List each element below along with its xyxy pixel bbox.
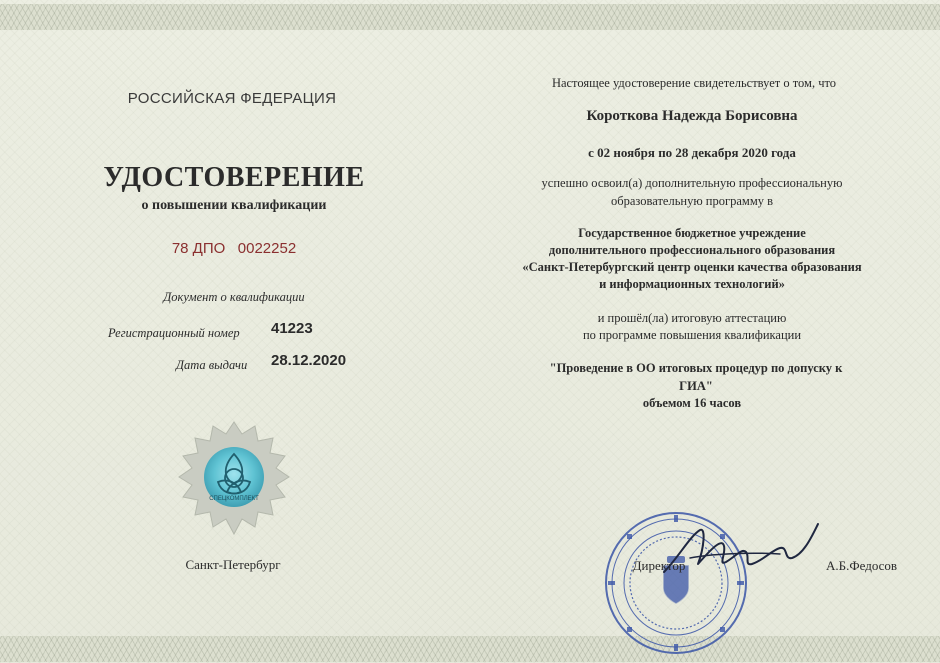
document-title: УДОСТОВЕРЕНИЕ (103, 162, 365, 193)
organization-line4: и информационных технологий» (599, 277, 785, 291)
hologram-emblem-icon (171, 420, 297, 538)
ornamental-border-bottom (0, 636, 940, 662)
emblem-label: СПЕЦКОМПЛЕКТ (209, 496, 259, 502)
registration-number-label: Регистрационный номер (108, 326, 240, 340)
organization-line2: дополнительного профессионального образования (548, 243, 836, 257)
registration-number-value: 41223 (271, 320, 313, 337)
qualification-doc-label: Документ о квалификации (163, 290, 305, 304)
issue-date-label: Дата выдачи (176, 358, 248, 372)
director-signature (660, 518, 830, 584)
attestation-text-line2: по программе повышения квалификации (582, 328, 802, 342)
mastered-text-line1: успешно освоил(а) дополнительную профессиональную (541, 176, 843, 190)
program-title-line1: "Проведение в ОО итоговых процедур по допуску к (549, 361, 843, 375)
country-heading: РОССИЙСКАЯ ФЕДЕРАЦИЯ (127, 90, 337, 107)
organization-line3: «Санкт-Петербургский центр оценки качества образования (522, 260, 862, 274)
program-title-line2: ГИА" (679, 379, 713, 393)
holder-name: Короткова Надежда Борисовна (586, 108, 798, 124)
ornamental-border-top (0, 4, 940, 30)
training-period: с 02 ноября по 28 декабря 2020 года (588, 145, 796, 160)
director-name: А.Б.Федосов (826, 558, 898, 573)
issue-date-value: 28.12.2020 (271, 352, 347, 369)
director-label: Директор (632, 558, 686, 573)
issue-city: Санкт-Петербург (185, 557, 281, 572)
mastered-text-line2: образовательную программу в (610, 194, 774, 208)
attestation-text-line1: и прошёл(ла) итоговую аттестацию (597, 311, 787, 325)
program-hours: объемом 16 часов (642, 396, 742, 410)
organization-line1: Государственное бюджетное учреждение (578, 226, 806, 240)
intro-text: Настоящее удостоверение свидетельствует о том, что (551, 76, 837, 90)
document-subtitle: о повышении квалификации (141, 198, 327, 213)
series-number: 78 ДПО 0022252 (171, 240, 297, 257)
